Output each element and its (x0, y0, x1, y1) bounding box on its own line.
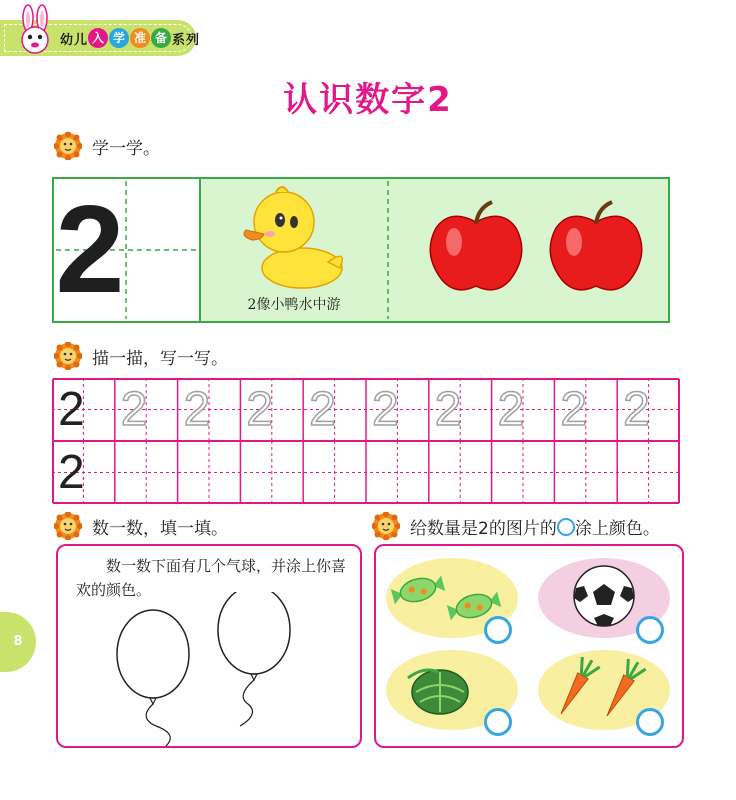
trace-digit: 2 (623, 382, 650, 436)
empty-write-cell[interactable] (178, 441, 241, 504)
lion-icon (54, 342, 82, 370)
trace-digit: 2 (183, 382, 211, 436)
answer-circle-cabbage[interactable] (484, 708, 512, 736)
answer-circle-carrot[interactable] (636, 708, 664, 736)
empty-write-cell[interactable] (303, 441, 366, 504)
empty-write-cell[interactable] (115, 441, 178, 504)
big-digit-two: 2 (55, 181, 125, 319)
answer-circle-football[interactable] (636, 616, 664, 644)
empty-write-cell[interactable] (492, 441, 555, 504)
empty-write-cell[interactable] (366, 441, 429, 504)
sample-digit: 2 (58, 382, 85, 436)
trace-digit: 2 (560, 382, 588, 436)
empty-write-cell[interactable] (554, 441, 617, 504)
count-instruction: 数一数下面有几个气球，并涂上你喜欢的颜色。 (76, 557, 347, 599)
trace-digit: 2 (371, 382, 399, 436)
trace-digit: 2 (246, 382, 274, 436)
circle-icon (557, 518, 575, 536)
section-trace-heading (54, 342, 228, 370)
lion-icon (54, 512, 82, 540)
trace-digit: 2 (309, 382, 336, 436)
section-learn-heading (54, 132, 160, 160)
trace-row-1 (52, 378, 680, 441)
trace-digit: 2 (497, 382, 525, 436)
series-char-highlight: 准 (130, 28, 150, 48)
page-number: 8 (0, 612, 36, 672)
sample-digit: 2 (58, 445, 85, 499)
series-title (60, 26, 199, 50)
page-title: 认识数字2 (283, 80, 453, 120)
lion-icon (54, 132, 82, 160)
empty-write-cell[interactable] (429, 441, 492, 504)
section-learn-label: 学一学。 (92, 138, 160, 159)
section-trace-label: 描一描，写一写。 (92, 348, 228, 369)
series-char: 幼 (60, 32, 74, 48)
section-color-label-end: 涂上颜色。 (574, 518, 660, 539)
section-count-label: 数一数，填一填。 (92, 518, 228, 539)
answer-circle-candy[interactable] (484, 616, 512, 644)
series-char-highlight: 入 (88, 28, 108, 48)
apple-picture (420, 198, 532, 298)
rabbit-icon (14, 4, 58, 56)
duck-picture (236, 182, 352, 294)
trace-digit: 2 (120, 382, 148, 436)
series-char: 列 (186, 32, 200, 48)
duck-caption: 2像小鸭水中游 (247, 297, 341, 313)
section-count-heading (54, 512, 228, 540)
apple-picture (540, 198, 652, 298)
empty-write-cell[interactable] (617, 441, 680, 504)
balloon-drawing (108, 592, 308, 748)
lion-icon (372, 512, 400, 540)
series-char: 系 (172, 32, 186, 48)
series-char-highlight: 备 (151, 28, 171, 48)
trace-row-2 (52, 441, 680, 504)
trace-digit: 2 (434, 382, 462, 436)
section-color-label-start: 给数量是2的图片的 (410, 518, 557, 539)
section-color-heading (372, 512, 660, 540)
series-char: 儿 (74, 32, 88, 48)
empty-write-cell[interactable] (240, 441, 303, 504)
series-char-highlight: 学 (109, 28, 129, 48)
